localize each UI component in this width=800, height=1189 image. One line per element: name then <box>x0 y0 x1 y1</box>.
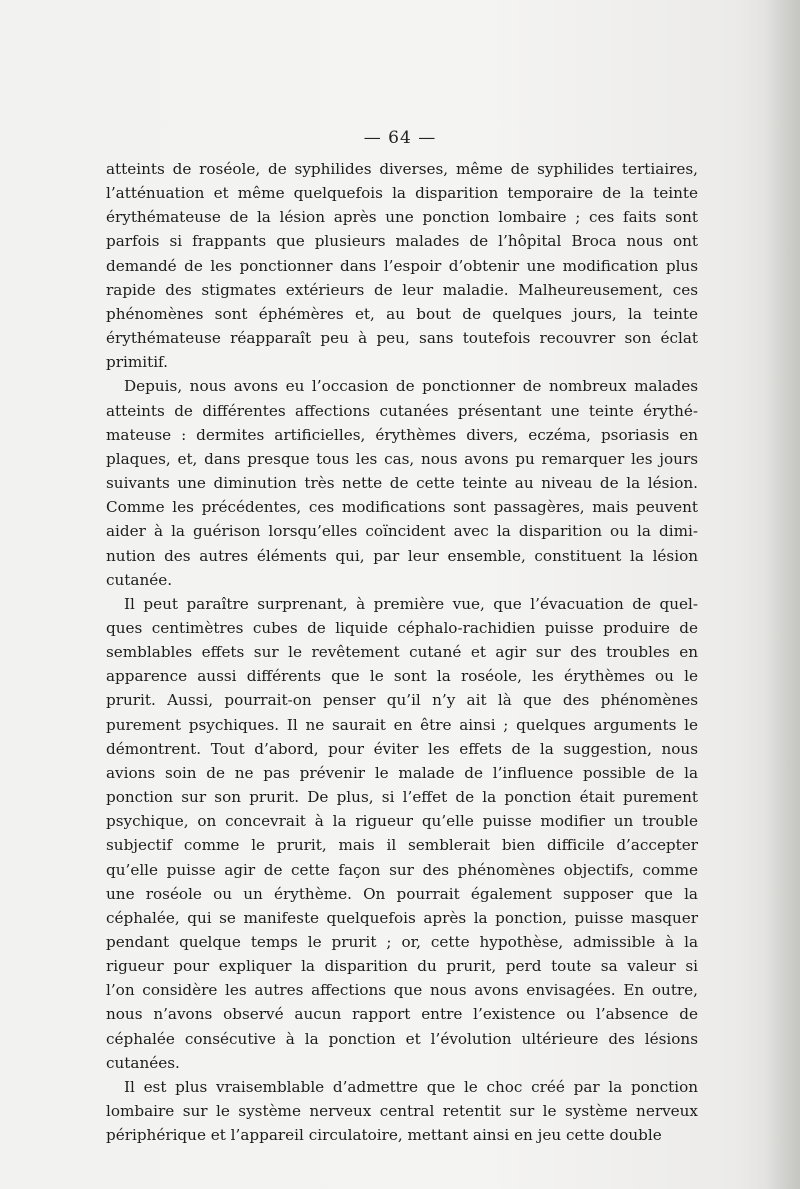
text-line: aider à la guérison lorsqu’elles coïncident avec la disparition ou la dimi- <box>106 522 698 541</box>
text-line: périphérique et l’appareil circulatoire, mettant ainsi en jeu cette double <box>106 1126 662 1145</box>
text-line: primitif. <box>106 353 168 372</box>
paragraph <box>106 1075 698 1147</box>
text-line: pendant quelque temps le prurit ; or, cette hypothèse, admissible à la <box>106 933 698 951</box>
text-line: Il peut paraître surprenant, à première vue, que l’évacuation de quel- <box>124 594 698 613</box>
text-line: céphalée consécutive à la ponction et l’évolution ultérieure des lésions <box>106 1029 698 1048</box>
text-line: Il est plus vraisemblable d’admettre que le choc créé par la ponction <box>124 1077 698 1096</box>
text-line: Depuis, nous avons eu l’occasion de ponctionner de nombreux malades <box>124 377 698 396</box>
text-line: ques centimètres cubes de liquide céphalo-rachidien puisse produire de <box>106 618 698 637</box>
text-line: atteints de roséole, de syphilides diverses, même de syphilides tertiaires, <box>106 160 698 178</box>
text-line: apparence aussi différents que le sont la roséole, les érythèmes ou le <box>106 667 698 686</box>
text-line: atteints de différentes affections cutanées présentant une teinte érythé- <box>106 401 698 420</box>
text-line: prurit. Aussi, pourrait-on penser qu’il n’y ait là que des phénomènes <box>106 691 698 710</box>
text-line: avions soin de ne pas prévenir le malade de l’influence possible de la <box>106 763 698 782</box>
page-number: — 64 — <box>363 128 437 148</box>
text-line: phénomènes sont éphémères et, au bout de quelques jours, la teinte <box>106 304 698 323</box>
text-line: suivants une diminution très nette de cette teinte au niveau de la lésion. <box>106 474 698 493</box>
text-line: demandé de les ponctionner dans l’espoir d’obtenir une modification plus <box>106 256 698 275</box>
text-line: l’atténuation et même quelquefois la disparition temporaire de la teinte <box>106 184 698 203</box>
text-line: cutanées. <box>106 1053 180 1072</box>
text-line: psychique, on concevrait à la rigueur qu’elle puisse modifier un trouble <box>106 812 698 831</box>
text-line: subjectif comme le prurit, mais il semblerait bien difficile d’accepter <box>106 836 698 855</box>
text-line: parfois si frappants que plusieurs malades de l’hôpital Broca nous ont <box>106 232 698 251</box>
text-line: semblables effets sur le revêtement cutané et agir sur des troubles en <box>106 643 698 662</box>
text-line: nution des autres éléments qui, par leur ensemble, constituent la lésion <box>106 546 698 565</box>
text-line: cutanée. <box>106 570 173 589</box>
text-line: érythémateuse réapparaît peu à peu, sans toutefois recouvrer son éclat <box>106 329 698 348</box>
text-line: nous n’avons observé aucun rapport entre l’existence ou l’absence de <box>106 1005 698 1024</box>
paragraph <box>106 157 698 374</box>
text-line: l’on considère les autres affections que nous avons envisagées. En outre, <box>106 981 698 1000</box>
text-line: une roséole ou un érythème. On pourrait également supposer que la <box>106 884 698 903</box>
paragraph <box>106 592 698 1075</box>
text-line: rapide des stigmates extérieurs de leur maladie. Malheureusement, ces <box>106 280 698 299</box>
text-line: érythémateuse de la lésion après une ponction lombaire ; ces faits sont <box>106 208 698 227</box>
text-line: céphalée, qui se manifeste quelquefois après la ponction, puisse masquer <box>106 908 698 927</box>
text-line: purement psychiques. Il ne saurait en être ainsi ; quelques arguments le <box>106 715 698 734</box>
text-line: plaques, et, dans presque tous les cas, nous avons pu remarquer les jours <box>106 449 698 468</box>
text-line: lombaire sur le système nerveux central retentit sur le système nerveux <box>106 1102 698 1121</box>
text-line: ponction sur son prurit. De plus, si l’effet de la ponction était purement <box>106 788 698 807</box>
text-line: démontrent. Tout d’abord, pour éviter les effets de la suggestion, nous <box>106 739 698 758</box>
paragraph <box>106 374 698 591</box>
text-line: mateuse : dermites artificielles, érythèmes divers, eczéma, psoriasis en <box>106 425 698 444</box>
body-text <box>106 157 698 1147</box>
page-edge-shadow <box>766 0 800 1189</box>
text-line: rigueur pour expliquer la disparition du prurit, perd toute sa valeur si <box>106 957 698 976</box>
text-line: Comme les précédentes, ces modifications sont passagères, mais peuvent <box>106 498 698 517</box>
text-line: qu’elle puisse agir de cette façon sur des phénomènes objectifs, comme <box>106 860 698 879</box>
